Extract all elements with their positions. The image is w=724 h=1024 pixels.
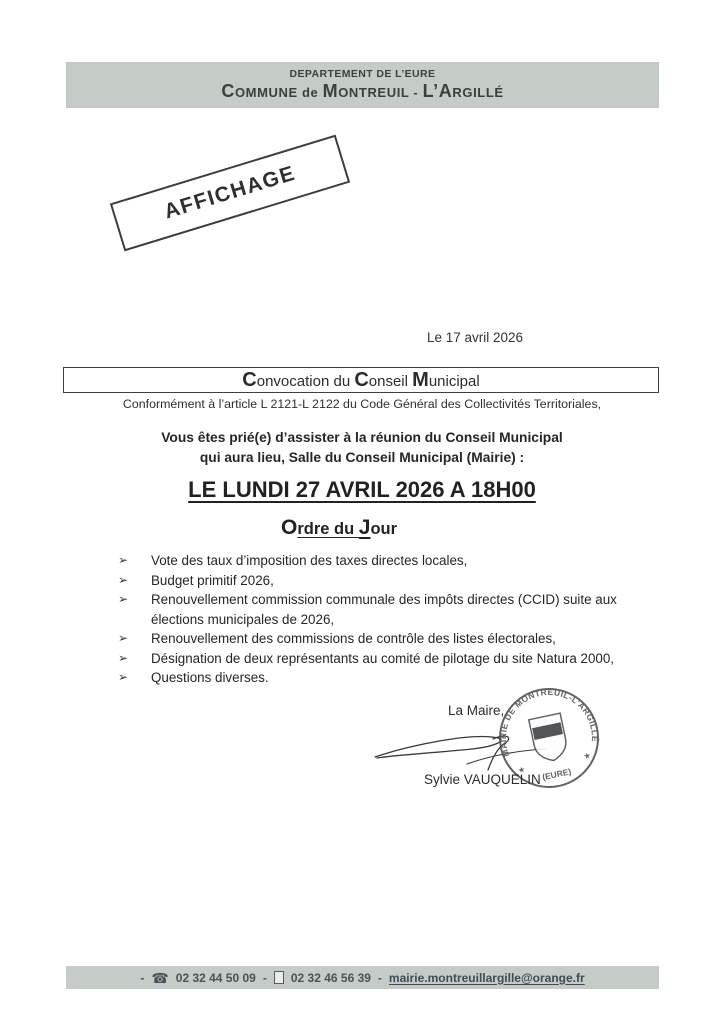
phone-icon: ☎ (151, 969, 169, 986)
letter-date: Le 17 avril 2026 (427, 330, 524, 345)
convocation-title: Convocation du Conseil Municipal (242, 369, 480, 391)
seal-star-left-icon: ★ (517, 764, 527, 776)
seal-star-right-icon: ★ (582, 750, 592, 762)
commune-line: COMMUNE de MONTREUIL - L’ARGILLÉ (221, 81, 504, 101)
fax-icon (274, 971, 284, 984)
arrow-bullet-icon: ➢ (118, 572, 129, 587)
agenda-item: ➢ Budget primitif 2026, (118, 571, 642, 591)
fax-number: 02 32 46 56 39 (290, 970, 371, 985)
separator: - (262, 970, 267, 985)
agenda-item: ➢ Renouvellement des commissions de contrôle des listes électorales, (118, 629, 642, 649)
agenda-item: ➢ Vote des taux d’imposition des taxes directes locales, (118, 551, 642, 571)
phone-number: 02 32 44 50 09 (175, 970, 256, 985)
convocation-title-box (63, 367, 659, 393)
separator: - (377, 970, 382, 985)
header-banner (66, 62, 659, 108)
signatory-role: La Maire, (448, 703, 505, 718)
invitation-line-2: qui aura lieu, Salle du Conseil Municipal (Mairie) : (199, 450, 525, 465)
meeting-date-headline: LE LUNDI 27 AVRIL 2026 A 18H00 (188, 477, 536, 502)
arrow-bullet-icon: ➢ (118, 650, 129, 665)
agenda-item: ➢ Questions diverses. (118, 668, 642, 688)
email-link[interactable]: mairie.montreuillargille@orange.fr (388, 970, 585, 985)
arrow-bullet-icon: ➢ (118, 670, 129, 684)
separator: - (140, 970, 145, 985)
legal-reference-line: Conformément à l’article L 2121-L 2122 du Code Général des Collectivités Territoriales, (122, 397, 602, 411)
agenda-title: Ordre du Jour (281, 516, 398, 539)
department-line: DEPARTEMENT DE L’EURE (289, 68, 436, 80)
agenda-item: ➢ Renouvellement commission communale des impôts directes (CCID) suite aux élections municipales de 2026, (118, 592, 617, 627)
invitation-paragraph (0, 428, 724, 468)
signatory-name: Sylvie VAUQUELIN (424, 772, 541, 787)
agenda-list (118, 551, 642, 688)
footer-banner (66, 966, 659, 989)
arrow-bullet-icon: ➢ (118, 553, 129, 567)
affichage-stamp: AFFICHAGE (110, 135, 350, 252)
arrow-bullet-icon: ➢ (118, 631, 129, 645)
agenda-item: ➢ Désignation de deux représentants au comité de pilotage du site Natura 2000, (118, 649, 642, 669)
seal-ring-text: MAIRIE DE MONTREUIL-L’ARGILLÉ (497, 686, 601, 759)
arrow-bullet-icon: ➢ (118, 592, 129, 606)
seal-bottom-text: (EURE) (541, 766, 573, 783)
invitation-line-1: Vous êtes prié(e) d’assister à la réunion du Conseil Municipal (161, 430, 563, 445)
